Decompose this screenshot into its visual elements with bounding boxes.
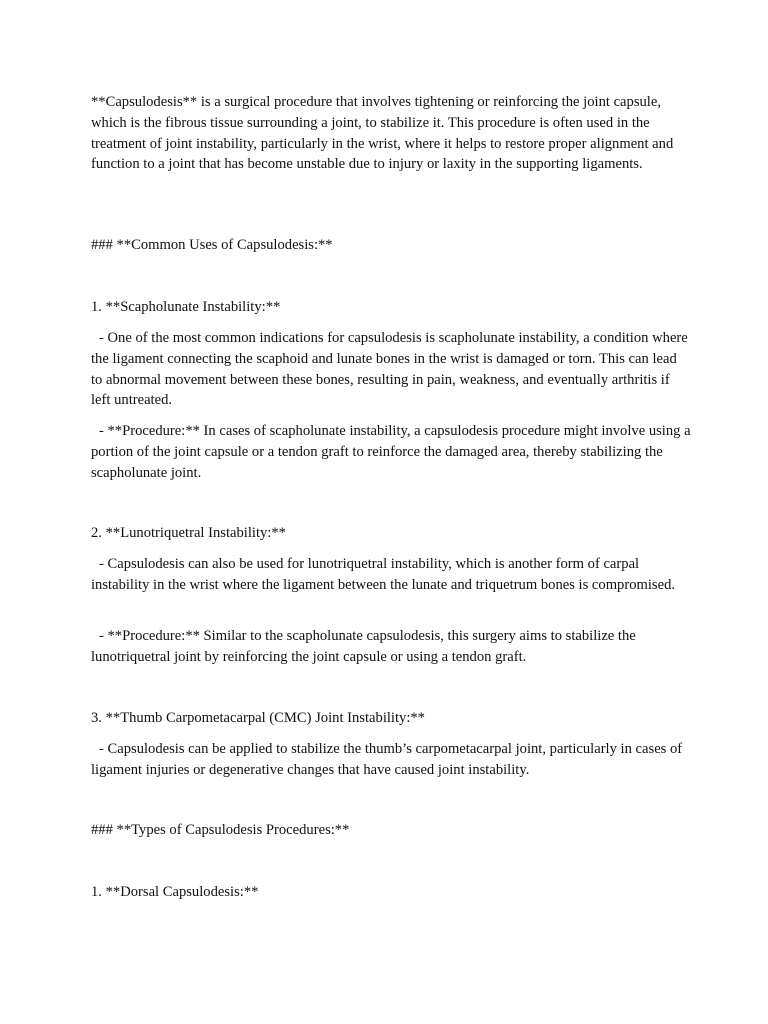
uses-heading: ### **Common Uses of Capsulodesis:** (91, 237, 333, 253)
type-1-title: 1. **Dorsal Capsulodesis:** (91, 884, 259, 900)
use-1-description: - One of the most common indications for capsulodesis is scapholunate instability, a condition where the ligament connecting the scaphoid and lunate bones in the wrist is damaged or torn. This can lead to abnormal movement between these bones, resulting in pain, weakness, and eventually arthritis if left untreated. (91, 330, 688, 409)
intro-paragraph: **Capsulodesis** is a surgical procedure that involves tightening or reinforcing the joint capsule, which is the fibrous tissue surrounding a joint, to stabilize it. This procedure is often used in the treatment of joint instability, particularly in the wrist, where it helps to restore proper alignment and function to a joint that has become unstable due to injury or laxity in the supporting ligaments. (91, 94, 674, 173)
use-3-description: - Capsulodesis can be applied to stabilize the thumb’s carpometacarpal joint, particularly in cases of ligament injuries or degenerative changes that have caused joint instability. (91, 741, 683, 778)
use-1-procedure: - **Procedure:** In cases of scapholunate instability, a capsulodesis procedure might involve using a portion of the joint capsule or a tendon graft to reinforce the damaged area, thereby stabilizing the scapholunate joint. (91, 423, 691, 481)
use-1-title: 1. **Scapholunate Instability:** (91, 299, 281, 315)
use-2-description: - Capsulodesis can also be used for lunotriquetral instability, which is another form of carpal instability in the wrist where the ligament between the lunate and triquetrum bones is compromised. (91, 556, 676, 593)
use-3-title: 3. **Thumb Carpometacarpal (CMC) Joint Instability:** (91, 710, 425, 726)
use-2-title: 2. **Lunotriquetral Instability:** (91, 525, 286, 541)
types-heading: ### **Types of Capsulodesis Procedures:** (91, 822, 350, 838)
use-2-procedure: - **Procedure:** Similar to the scapholunate capsulodesis, this surgery aims to stabilize the lunotriquetral joint by reinforcing the joint capsule or using a tendon graft. (91, 628, 636, 665)
